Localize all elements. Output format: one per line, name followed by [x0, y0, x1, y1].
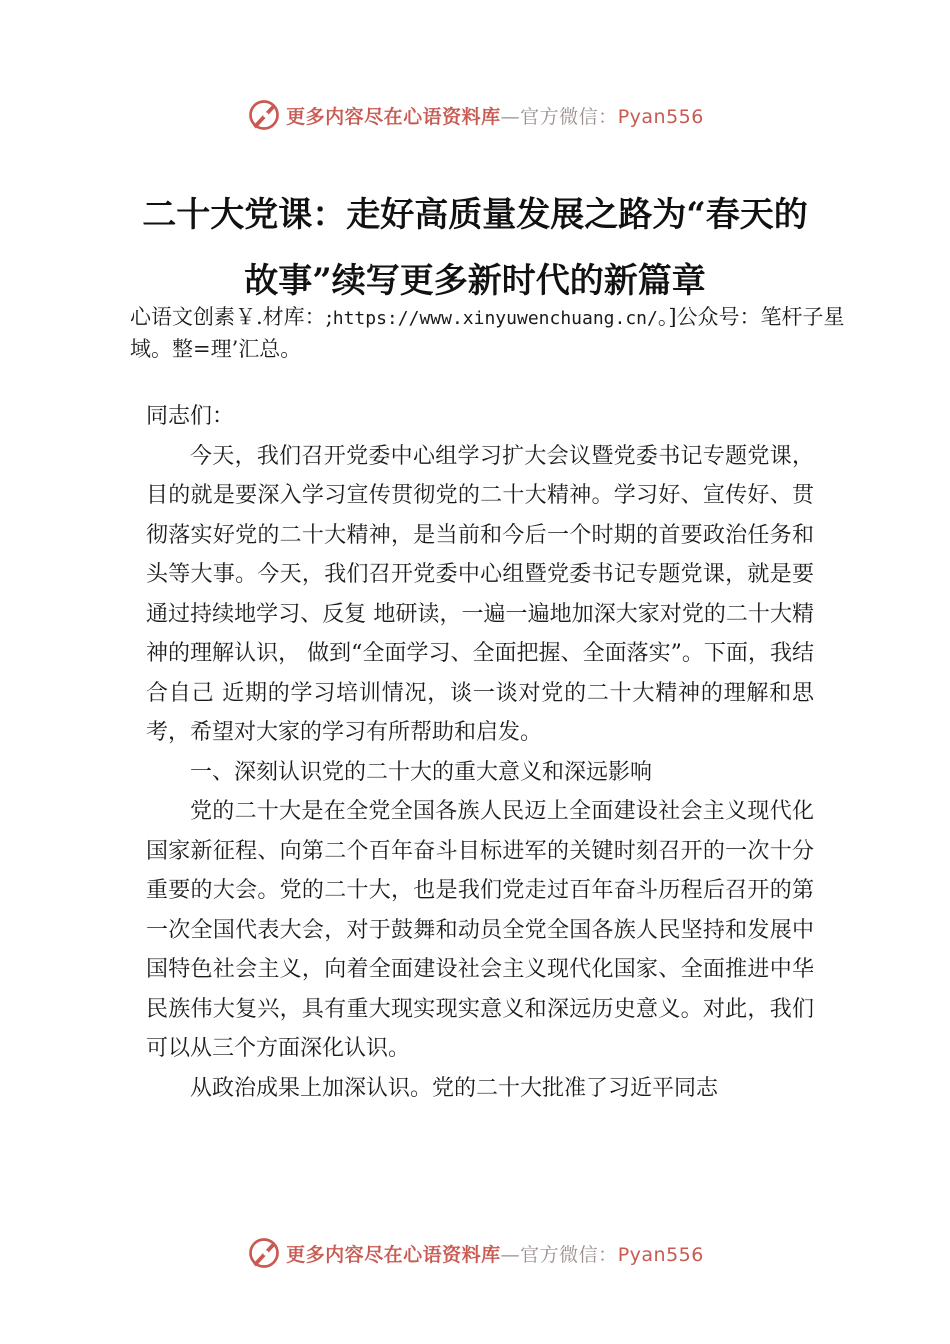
paragraph: 今天，我们召开党委中心组学习扩大会议暨党委书记专题党课，目的就是要深入学习宣传贯彻党的二十大精神。学习好、宣传好、贯彻落实好党的二十大精神，是当前和今后一个时期的首要政治任务和头等大事。今天，我们召开党委中心组暨党委书记专题党课，就是要通过持续地学习、反复 地研读，一遍一遍地加深大家对党的二十大精神的理解认识， 做到“全面学习、全面把握、全面落实”。下面，我结合自己 近期的学习培训情况，谈一谈对党的二十大精神的理解和思 考，希望对大家的学习有所帮助和启发。: [146, 443, 814, 745]
footer-banner: [0, 1230, 950, 1276]
pen-logo-icon: [246, 1235, 282, 1271]
document-title: 二十大党课：走好高质量发展之路为“春天的故事”续写更多新时代的新篇章: [142, 195, 808, 301]
document-body: [146, 397, 814, 1108]
paragraph: 从政治成果上加深认识。党的二十大批准了习近平同志: [190, 1075, 719, 1101]
paragraph: 党的二十大是在全党全国各族人民迈上全面建设社会主义现代化国家新征程、向第二个百年奋斗目标进军的关键时刻召开的一次十分重要的大会。党的二十大，也是我们党走过百年奋斗历程后召开的第一次全国代表大会，对于鼓舞和动员全党全国各族人民坚持和发展中国特色社会主义，向着全面建设社会主义现代化国家、全面推进中华民族伟大复兴，具有重大现实现实意义和深远历史意义。对此，我们可以从三个方面深化认识。: [146, 799, 814, 1061]
section-heading: 一、深刻认识党的二十大的重大意义和深远影响: [190, 759, 653, 785]
salutation: 同志们：: [146, 404, 235, 429]
source-note: 心语文创素￥.材库：;https://www.xinyuwenchuang.cn/。]公众号：笔杆子星域。整=理’汇总。: [130, 305, 845, 361]
banner-text: 更多内容尽在心语资料库—官方微信：Pyan556: [286, 105, 704, 128]
header-banner: [0, 92, 950, 138]
banner-text: 更多内容尽在心语资料库—官方微信：Pyan556: [286, 1243, 704, 1266]
pen-logo-icon: [246, 97, 282, 133]
